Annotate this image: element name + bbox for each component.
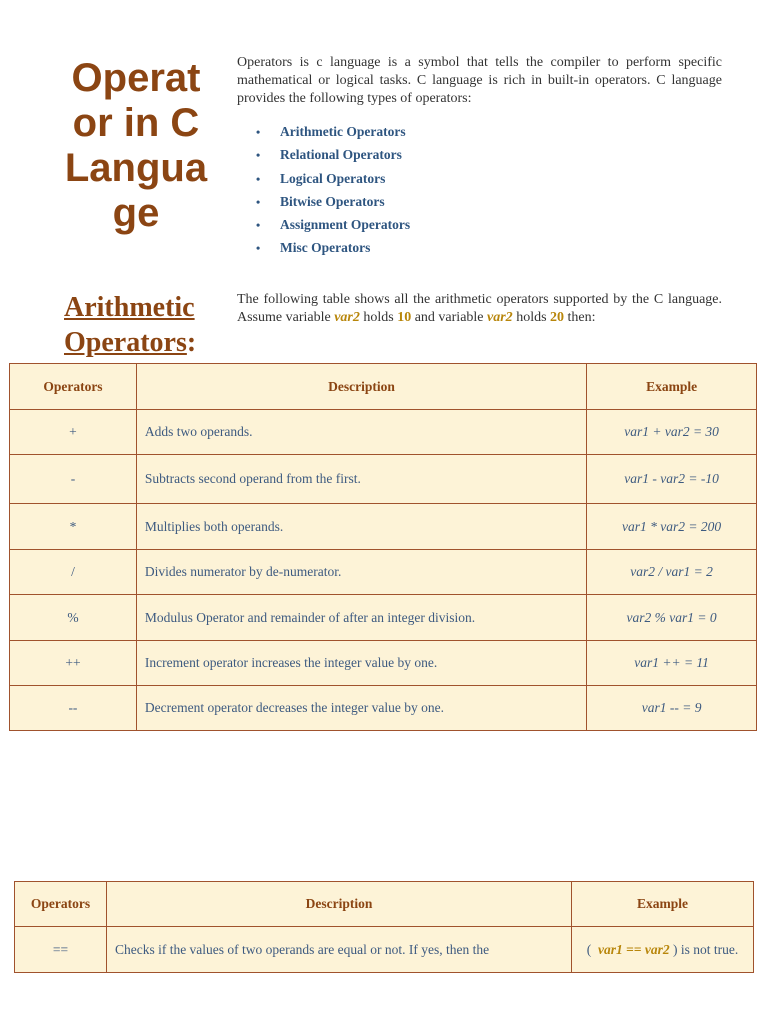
operator-cell: - <box>10 455 137 504</box>
table-row <box>10 410 757 455</box>
bullet-icon: • <box>256 171 261 186</box>
list-item-label: Bitwise Operators <box>280 193 385 209</box>
example-cell: var1 - var2 = -10 <box>587 455 757 504</box>
section-description: The following table shows all the arithmetic operators supported by the C language. Assume variable var2 holds 10 and variable var2 holds 20 then: <box>237 292 722 325</box>
description-cell: Multiplies both operands. <box>136 504 586 550</box>
operator-cell: -- <box>10 686 137 731</box>
table-row <box>10 686 757 731</box>
example-cell: ( var1 == var2 ) is not true. <box>572 927 754 973</box>
column-header: Description <box>106 882 571 927</box>
bullet-icon: • <box>256 194 261 209</box>
title-line: or in C <box>72 101 200 145</box>
page-title <box>52 56 220 236</box>
table-header-row <box>10 364 757 410</box>
list-item-label: Logical Operators <box>280 170 386 186</box>
list-item <box>256 169 410 192</box>
list-item-label: Relational Operators <box>280 147 402 163</box>
list-item <box>256 122 410 145</box>
variable-name: var1 <box>598 941 623 957</box>
bullet-icon: • <box>256 241 261 256</box>
description-cell: Increment operator increases the integer value by one. <box>136 641 586 686</box>
list-item-label: Assignment Operators <box>280 217 411 233</box>
example-cell: var1 * var2 = 200 <box>587 504 757 550</box>
description-cell: Adds two operands. <box>136 410 586 455</box>
example-cell: var1 ++ = 11 <box>587 641 757 686</box>
table-row <box>10 455 757 504</box>
table-row <box>10 504 757 550</box>
title-line: ge <box>112 191 160 235</box>
column-header: Example <box>587 364 757 410</box>
description-cell: Divides numerator by de-numerator. <box>136 550 586 595</box>
table-row <box>10 550 757 595</box>
example-cell: var1 + var2 = 30 <box>587 410 757 455</box>
list-item <box>256 215 410 238</box>
section-heading-arithmetic <box>64 290 214 360</box>
table-row <box>10 641 757 686</box>
relational-operators-table <box>14 881 754 973</box>
list-item <box>256 145 410 168</box>
list-item <box>256 192 410 215</box>
variable-value: 20 <box>550 310 565 325</box>
title-line: Operat <box>71 56 201 100</box>
column-header: Example <box>572 882 754 927</box>
variable-name: var2 <box>644 941 670 957</box>
operator-cell: / <box>10 550 137 595</box>
bullet-icon: • <box>256 218 261 233</box>
bullet-icon: • <box>256 148 261 163</box>
list-item-label: Arithmetic Operators <box>280 124 406 139</box>
description-cell: Subtracts second operand from the first. <box>136 455 586 504</box>
title-line: Langua <box>64 146 208 190</box>
section-heading-line: Arithmetic <box>64 292 195 323</box>
list-item-label: Misc Operators <box>280 240 371 256</box>
column-header: Operators <box>10 364 137 410</box>
variable-name: var2 <box>487 310 513 325</box>
example-cell: var1 -- = 9 <box>587 686 757 731</box>
operator-symbol: == <box>626 941 642 957</box>
intro-paragraph: Operators is c language is a symbol that tells the compiler to perform specific mathematical or logical tasks. C language is rich in built-in operators. C language provides the following types of operators: <box>237 55 722 106</box>
description-cell: Modulus Operator and remainder of after an integer division. <box>136 595 586 641</box>
table-row <box>15 927 754 973</box>
example-cell: var2 % var1 = 0 <box>587 595 757 641</box>
table-header-row <box>15 882 754 927</box>
description-cell: Decrement operator decreases the integer value by one. <box>136 686 586 731</box>
operator-types-list <box>256 122 410 262</box>
arithmetic-operators-table <box>9 363 757 731</box>
operator-cell: + <box>10 410 137 455</box>
column-header: Description <box>136 364 586 410</box>
variable-value: 10 <box>397 310 412 325</box>
example-cell: var2 / var1 = 2 <box>587 550 757 595</box>
bullet-icon: • <box>256 125 261 139</box>
description-cell: Checks if the values of two operands are equal or not. If yes, then the <box>106 927 571 973</box>
operator-cell: ++ <box>10 641 137 686</box>
operator-cell: % <box>10 595 137 641</box>
operator-cell: * <box>10 504 137 550</box>
column-header: Operators <box>15 882 107 927</box>
variable-name: var2 <box>334 310 360 325</box>
operator-cell: == <box>15 927 107 973</box>
section-heading-line: Operators: <box>64 327 197 358</box>
list-item <box>256 238 410 261</box>
table-row <box>10 595 757 641</box>
